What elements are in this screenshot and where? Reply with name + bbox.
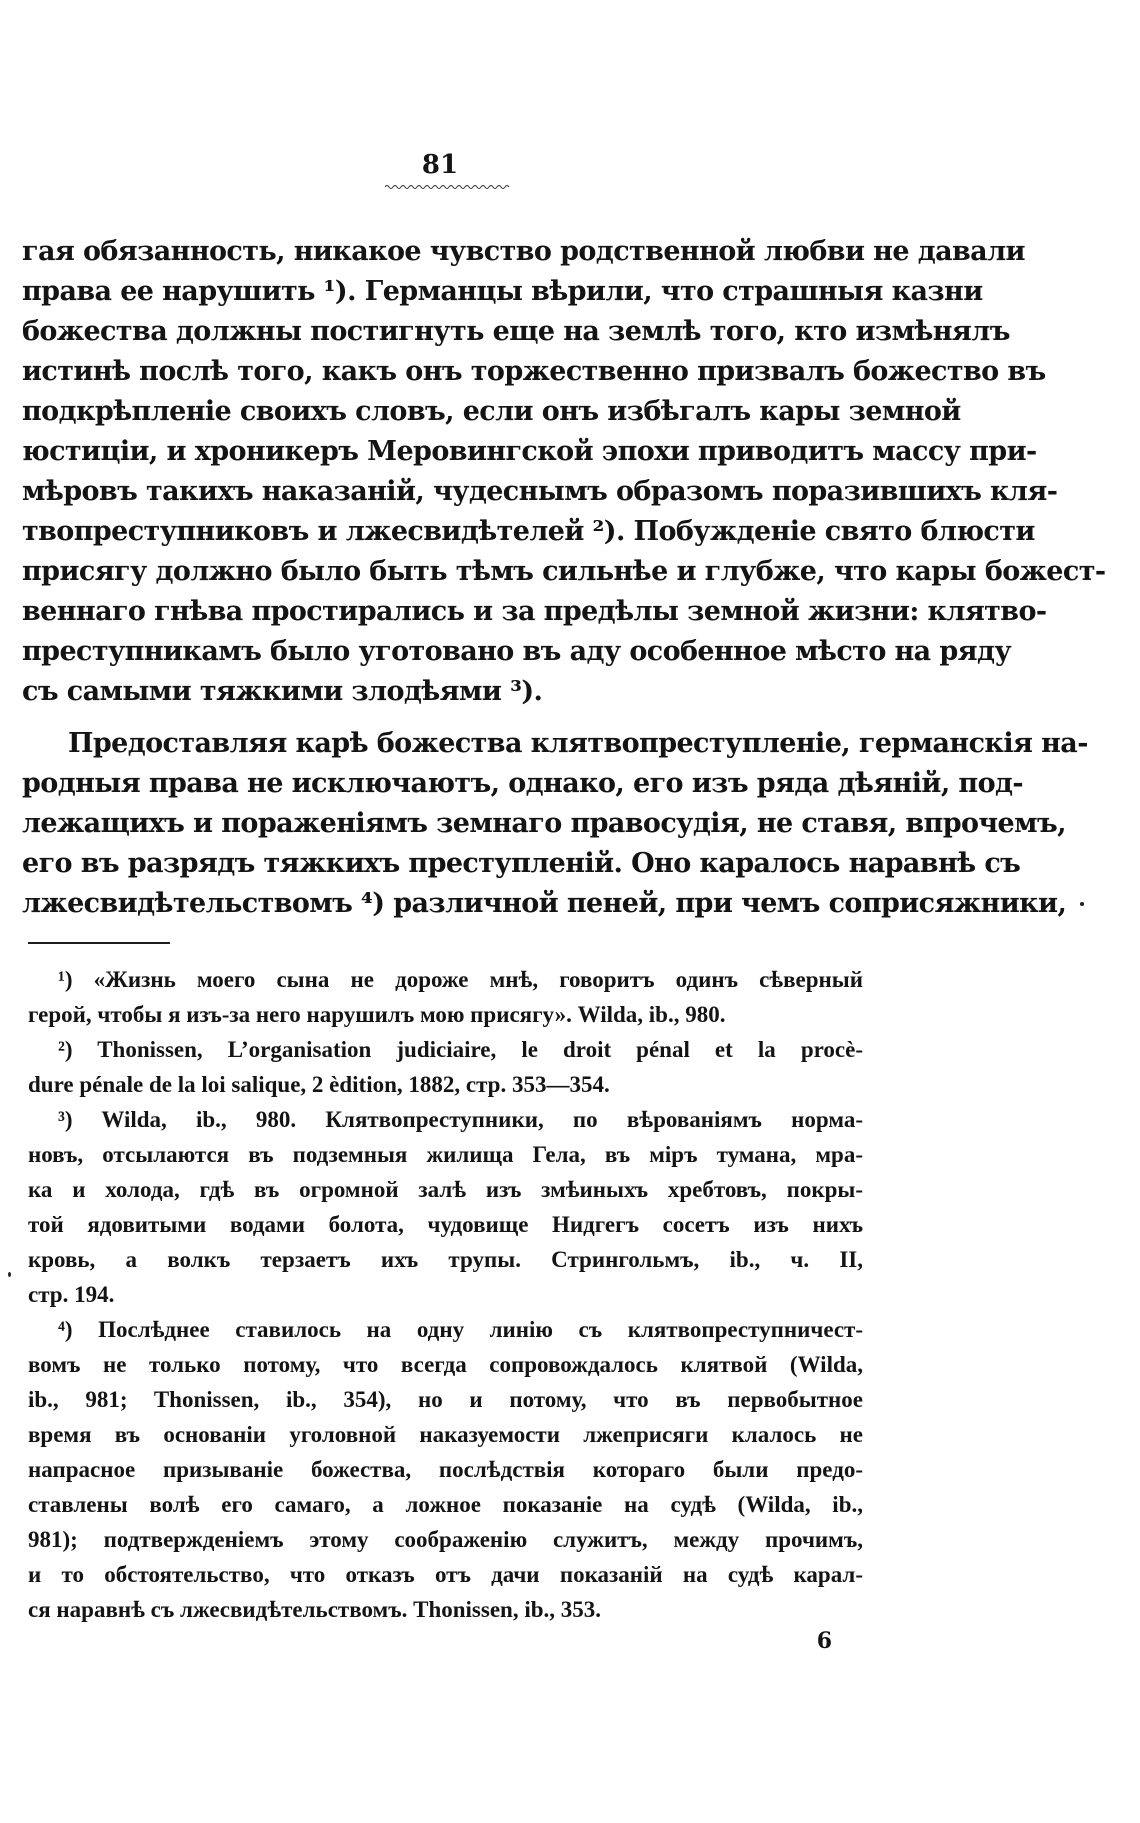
footnote-line: напрасное призываніе божества, послѣдствія котораго были предо- <box>28 1457 863 1482</box>
footnote-line: вомъ не только потому, что всегда сопровождалось клятвой (Wilda, <box>28 1352 863 1377</box>
text-line: права ее нарушить ¹). Германцы вѣрили, что страшныя казни <box>22 276 983 307</box>
text-line: лежащихъ и пораженіямъ земнаго правосудія, не ставя, впрочемъ, <box>22 808 1066 839</box>
ink-speck <box>1080 902 1084 906</box>
footnote-line: ⁴) Послѣднее ставилось на одну линію съ клятвопреступничест- <box>58 1317 863 1342</box>
text-line: съ самыми тяжкими злодѣями ³). <box>22 676 543 707</box>
footnote-line: новъ, отсылаются въ подземныя жилища Гела, въ міръ тумана, мра- <box>28 1142 863 1167</box>
footnote-line: той ядовитыми водами болота, чудовище Нидгегъ сосетъ изъ нихъ <box>28 1212 863 1237</box>
wavy-ornament-icon <box>385 184 509 190</box>
text-line: родныя права не исключаютъ, однако, его изъ ряда дѣяній, под- <box>22 768 1023 799</box>
footnote-line: 981); подтвержденіемъ этому соображенію служитъ, между прочимъ, <box>28 1527 863 1552</box>
footnote-line: ib., 981; Thonissen, ib., 354), но и потому, что въ первобытное <box>28 1387 863 1412</box>
text-line: твопреступниковъ и лжесвидѣтелей ²). Побужденіе свято блюсти <box>22 516 1035 547</box>
text-line: веннаго гнѣва простирались и за предѣлы земной жизни: клятво- <box>22 596 1047 627</box>
page-number-text: 81 <box>421 150 459 180</box>
text-line: лжесвидѣтельствомъ ⁴) различной пеней, при чемъ соприсяжники, <box>22 888 1067 919</box>
signature-mark: 6 <box>816 1628 832 1654</box>
footnote-line: ³) Wilda, ib., 980. Клятвопреступники, по вѣрованіямъ норма- <box>58 1107 863 1132</box>
main-text <box>22 232 1106 924</box>
text-line: его въ разрядъ тяжкихъ преступленій. Оно каралось наравнѣ съ <box>22 848 1021 879</box>
footnote-line: время въ основаніи уголовной наказуемости лжеприсяги клалось не <box>28 1422 863 1447</box>
footnote-line: и то обстоятельство, что отказъ отъ дачи показаній на судѣ карал- <box>28 1562 863 1587</box>
text-line: мѣровъ такихъ наказаній, чудеснымъ образомъ поразившихъ кля- <box>22 476 1058 507</box>
footnote-line: ставлены волѣ его самаго, а ложное показаніе на судѣ (Wilda, ib., <box>28 1492 863 1517</box>
footnote-line: ся наравнѣ съ лжесвидѣтельствомъ. Thonissen, ib., 353. <box>28 1597 602 1622</box>
text-line: истинѣ послѣ того, какъ онъ торжественно призвалъ божество въ <box>22 356 1046 387</box>
text-line: божества должны постигнуть еще на землѣ того, кто измѣнялъ <box>22 316 1010 347</box>
text-line: юстиціи, и хроникеръ Меровингской эпохи приводитъ массу при- <box>22 436 1037 467</box>
footnote-line: кровь, а волкъ терзаетъ ихъ трупы. Стрингольмъ, ib., ч. II, <box>28 1247 863 1272</box>
footnote-line: стр. 194. <box>28 1282 115 1307</box>
page-number <box>0 150 880 180</box>
text-line: преступникамъ было уготовано въ аду особенное мѣсто на ряду <box>22 636 1012 667</box>
footnotes <box>28 962 863 1627</box>
footnote-line: герой, чтобы я изъ-за него нарушилъ мою присягу». Wilda, ib., 980. <box>28 1002 726 1027</box>
ink-speck <box>8 1272 11 1277</box>
footnote-rule <box>28 942 170 944</box>
paragraph-gap <box>22 712 857 724</box>
text-line: подкрѣпленіе своихъ словъ, если онъ избѣгалъ кары земной <box>22 396 961 427</box>
footnote-line: ка и холода, гдѣ въ огромной залѣ изъ змѣиныхъ хребтовъ, покры- <box>28 1177 863 1202</box>
footnote-line: ²) Thonissen, L’organisation judiciaire, le droit pénal et la procè- <box>58 1037 863 1062</box>
text-line: гая обязанность, никакое чувство родственной любви не давали <box>22 236 1025 267</box>
text-line: Предоставляя карѣ божества клятвопреступленіе, германскія на- <box>68 728 1088 759</box>
footnote-line: ¹) «Жизнь моего сына не дороже мнѣ, говоритъ одинъ сѣверный <box>58 967 863 992</box>
footnote-line: dure pénale de la loi salique, 2 èdition, 1882, стр. 353—354. <box>28 1072 610 1097</box>
text-line: присягу должно было быть тѣмъ сильнѣе и глубже, что кары божест- <box>22 556 1106 587</box>
